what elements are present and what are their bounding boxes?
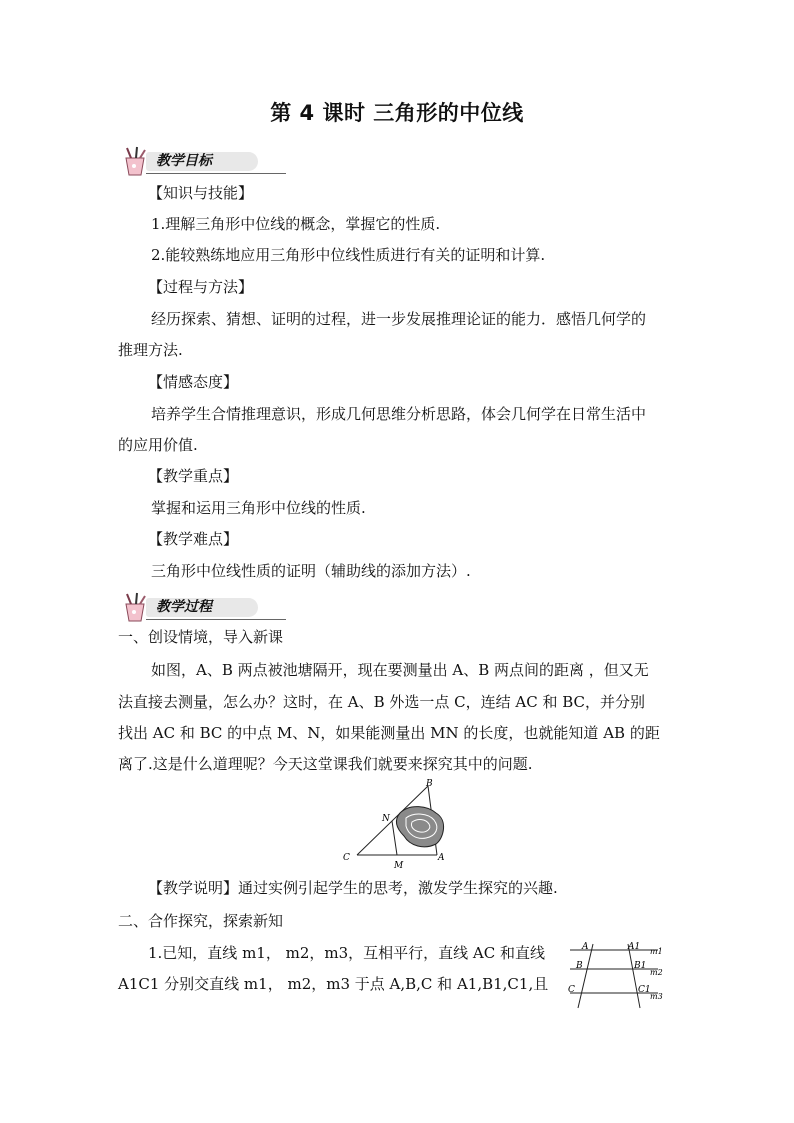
step1-line-4: 离了.这是什么道理呢？今天这堂课我们就要来探究其中的问题. [118,755,533,773]
knowledge-heading: 【知识与技能】 [148,184,254,202]
emotion-heading: 【情感态度】 [148,373,239,391]
step1-line-3: 找出 AC 和 BC 的中点 M、N，如果能测量出 MN 的长度，也就能知道 AB 的距 [118,724,660,742]
step1-line-2: 法直接去测量，怎么办？这时，在 A、B 外选一点 C，连结 AC 和 BC，并分别 [118,693,646,711]
difficulty-heading: 【教学难点】 [148,530,239,548]
label-m3: m3 [650,992,663,1001]
knowledge-item-2: 2.能较熟练地应用三角形中位线性质进行有关的证明和计算. [151,246,546,264]
label-C: C [343,853,350,863]
section-banner-goals [118,146,268,176]
difficulty-text: 三角形中位线性质的证明（辅助线的添加方法）. [151,562,471,580]
label-B: B [576,961,583,971]
label-A: A [438,853,445,863]
label-M: M [394,861,404,870]
label-C1: C1 [638,985,651,995]
process-text-1: 经历探索、猜想、证明的过程，进一步发展推理论证的能力．感悟几何学的 [151,310,647,328]
section-title-process: 教学过程 [156,599,212,615]
teaching-note: 【教学说明】通过实例引起学生的思考，激发学生探究的兴趣. [148,879,558,897]
label-B1: B1 [634,961,647,971]
emotion-text-2: 的应用价值. [118,436,198,454]
knowledge-item-1: 1.理解三角形中位线的概念，掌握它的性质. [151,215,441,233]
section-banner-process [118,592,268,622]
page-title: 第 4 课时 三角形的中位线 [270,101,524,125]
step1-line-1: 如图，A、B 两点被池塘隔开，现在要测量出 A、B 两点间的距离 ，但又无 [151,661,649,679]
process-text-2: 推理方法. [118,341,183,359]
label-N: N [382,814,390,824]
label-A: A [582,942,589,952]
step1-heading: 一、创设情境，导入新课 [118,628,284,646]
key-text: 掌握和运用三角形中位线的性质. [151,499,366,517]
emotion-text-1: 培养学生合情推理意识，形成几何思维分析思路，体会几何学在日常生活中 [151,405,647,423]
process-heading: 【过程与方法】 [148,278,254,296]
label-m1: m1 [650,947,663,956]
label-m2: m2 [650,968,663,977]
label-C: C [568,985,575,995]
step2-heading: 二、合作探究，探索新知 [118,912,284,930]
section-title-goals: 教学目标 [156,153,212,169]
parallel-lines-figure [566,940,676,1010]
step2-line-2: A1C1 分别交直线 m1， m2，m3 于点 A,B,C 和 A1,B1,C1,且 [118,975,549,993]
label-B: B [426,779,433,789]
label-A1: A1 [628,942,641,952]
step2-line-1: 1.已知，直线 m1， m2，m3，互相平行，直线 AC 和直线 [148,944,545,962]
key-heading: 【教学重点】 [148,467,239,485]
pond-triangle-figure [340,778,455,870]
